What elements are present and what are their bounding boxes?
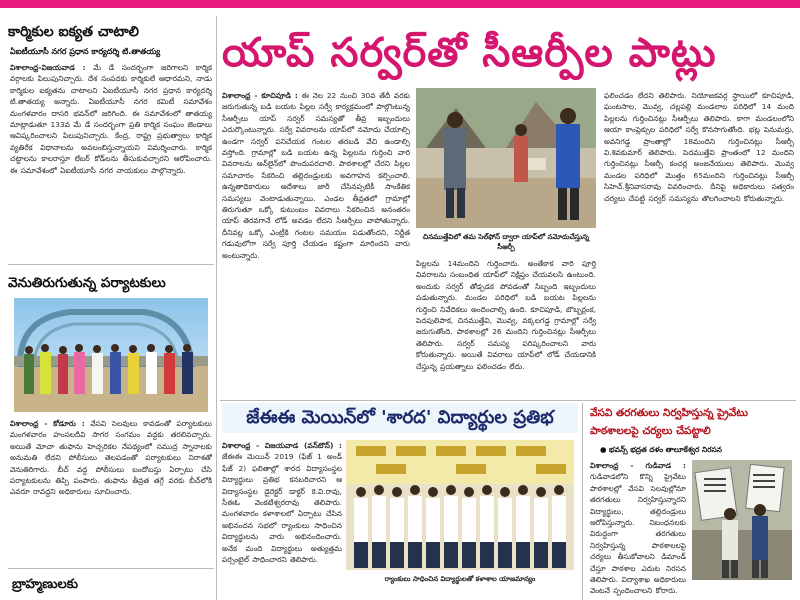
main-story-col3 xyxy=(604,90,794,398)
column-divider xyxy=(216,16,217,600)
students-photo-caption: ర్యాంకులు సాధించిన విద్యార్థులతో కళాశాల యాజమాన్యం xyxy=(384,575,536,583)
students-photo xyxy=(346,440,574,570)
column-divider xyxy=(582,403,583,600)
divider xyxy=(220,400,796,401)
jee-story-body xyxy=(222,440,342,600)
crp-photo-caption: చినముత్తేవిలో తమ సెల్‌ఫోన్ ద్వారా యాప్‌లో నమోదుచేస్తున్న సీఆర్పీ xyxy=(422,233,590,251)
tourists-beach-image xyxy=(14,298,208,412)
left-story2-body xyxy=(10,418,212,566)
main-story-col1-text: ఈ నెల 22 నుంచి 30వ తేదీ వరకు జరుగుతున్న బడి బయట పిల్లల సర్వే కార్యక్రమంలో పాల్గొంటున్న సీఆర్పీలు యాప్ సర్వర్ సమస్యతో తీవ్ర ఇబ్బందులు ఎదుర్కొంటున్నారు. సర్వే వివరాలను యాప్‌లో నమోదు చేయాల్సి ఉండగా సర్వర్ పనిచేయక గంటల తరబడి వేచి ఉండాల్సి వస్తోంది. గ్రామాల్లో బడి బయట ఉన్న పిల్లలను గుర్తించి వారి వివరాలను ఆన్‌లైన్‌లో పొందుపరచాలి. పాఠశాలల్లో చేరని పిల్లల సమాచారం సేకరించి తల్లిదండ్రులకు అవగాహన కల్పించాలి. ఉన్నతాధికారులు ఆదేశాలు జారీ చేసినప్పటికీ సాంకేతిక సమస్యలు వెంటాడుతున్నాయి. ఎండల తీవ్రతలో గ్రామాల్లో తిరుగుతూ ఒక్కో కుటుంబం వివరాలు సేకరించిన అనంతరం యాప్ తెరవగానే లోడ్ అవడం లేదని సీఆర్పీలు వాపోతున్నారు. దీనివల్ల ఒక్కో ఎంట్రీకి గంటల సమయం పడుతోందని, నిర్ణీత గడువులోగా సర్వే పూర్తి చేయడం కష్టంగా మారిందని వారు అంటున్నారు. xyxy=(222,91,410,260)
jee-story-text: జేఈఈ మెయిన్ 2019 (ఫేజ్ 1 అండ్ ఫేజ్ 2) ఫలితాల్లో శారద విద్యాసంస్థల విద్యార్థులు ప్రతిభ కనబరిచారని ఆ విద్యాసంస్థల డైరెక్టర్ డాక్టర్ కె.వి.రావు, సీఈఓ వెంకటేశ్వరరావు తెలిపారు. మంగళవారం కళాశాలలో ఏర్పాటు చేసిన అభినందన సభలో ర్యాంకులు సాధించిన విద్యార్థులను వారు అభినందించారు. అనేక మంది విద్యార్థులు అత్యుత్తమ పర్సంటైల్ సాధించారని తెలిపారు. xyxy=(222,452,342,565)
protest-photo xyxy=(692,460,792,580)
jee-story-dateline: విశాలాంధ్ర - విజయవాడ (వన్‌టౌన్) : xyxy=(222,441,342,450)
main-story-col1 xyxy=(222,90,410,396)
left-story3-headline: బ్రాహ్మణులకు xyxy=(12,577,79,592)
main-story-col3-text: ఫలించడం లేదని తెలిపారు. నియోజకవర్గ స్థాయిలో కూచిపూడి, ఘంటసాల, మొవ్వ, చల్లపల్లి మండలాల పరిధిలో 14 మంది పిల్లలను గుర్తించినట్లు సీఆర్పీలు తెలిపారు. కాగా మండలంలోని ఆయా కాంప్లెక్సుల పరిధిలో సర్వే కొనసాగుతోంది. భట్ల పెనుమర్రు, అవనిగడ్డ ప్రాంతాల్లో 18మందిని గుర్తించినట్లు సీఆర్పీ వి.శివకుమార్ తెలిపారు. పెదముత్తేవి ప్రాంతంలో 12 మందిని గుర్తించినట్లు సీఆర్పీ కంచర్ల అంజనేయులు తెలిపారు. మొవ్వ మండల పరిధిలో మొత్తం 65మందిని గుర్తించినట్లు సీఆర్పీ సిహెచ్.శ్రీనివాసరావు వివరించారు. దీనిపై అధికారులు సత్వరం చర్యలు చేపట్టి సర్వర్ సమస్యను తొలగించాలని కోరుతున్నారు. xyxy=(604,91,794,203)
summer-subhead: ● భవన్స్ భద్రత దళం తాలూకేశ్వర నిరసన xyxy=(600,445,722,454)
tourists-photo xyxy=(14,298,208,412)
summer-story-body xyxy=(590,460,686,600)
main-story-col2-text: పిల్లలను 14మందిని గుర్తించారు. అంతేకాక వారి పూర్తి వివరాలను సంబంధిత యాప్‌లో నిక్షిప్తం చేయవలసి ఉంటుంది. అందుకు సర్వర్ తోడ్పడక పోవడంతో సిబ్బంది ఇబ్బందులు పడుతున్నారు. మండల పరిధిలో బడి బయట పిల్లలను గుర్తించి నివేదికలు అందించాల్సి ఉంది. కూచిపూడి, బొబ్బర్లంక, పెదపులిపాక, చినముత్తేవి, మొవ్వ, వక్కలగడ్డ గ్రామాల్లో సర్వే జరుగుతోంది. పాఠశాలల్లో 26 మందిని గుర్తించినట్లు సీఆర్పీలు తెలిపారు. సర్వర్ సమస్య పరిష్కరించాలని వారు కోరుతున్నారు. అయితే వివరాలు యాప్‌లో లోడ్ చేయడానికి చేస్తున్న ప్రయత్నాలు ఫలించడం లేదు. xyxy=(416,259,596,371)
jee-headline: జేఈఈ మెయిన్‌లో 'శారద' విద్యార్థుల ప్రతిభ xyxy=(222,403,578,433)
left-story2-dateline: విశాలాంధ్ర - కోడూరు : xyxy=(10,419,85,428)
students-group-image xyxy=(346,440,574,570)
crp-photo xyxy=(416,88,596,228)
left-story1-dateline: విశాలాంధ్ర-విజయవాడ : xyxy=(10,63,86,72)
left-story2-headline: వెనుతిరుగుతున్న పర్యాటకులు xyxy=(8,275,166,291)
summer-story-text: గుడివాడలోని కొన్ని ప్రైవేటు పాఠశాలల్లో వేసవి సెలవుల్లోనూ తరగతులు నిర్వహిస్తున్నారని విద్యార్థులు, తల్లిదండ్రులు ఆరోపిస్తున్నారు. నిబంధనలకు విరుద్ధంగా తరగతులు నిర్వహిస్తున్న పాఠశాలలపై చర్యలు తీసుకోవాలని డిమాండ్ చేస్తూ పాఠశాల ఎదుట నిరసన తెలిపారు. విద్యాశాఖ అధికారులు వెంటనే స్పందించాలని కోరారు. xyxy=(590,472,686,596)
top-accent-bar xyxy=(0,0,800,8)
left-story1-headline: కార్మికుల ఐక్యత చాటాలి xyxy=(8,24,139,40)
main-headline: యాప్ సర్వర్‌తో సీఆర్పీల పాట్లు xyxy=(222,30,717,76)
divider xyxy=(8,264,214,265)
left-story1-text: మే డే సందర్భంగా జరిగాలని కార్మిక వర్గాలకు పిలుపునిచ్చారు. దేశ సంపదకు కార్మికులే ఆధారమని, నాడు కార్మికుల ఐక్యతను చాటాలని ఏఐటీయూసీ నగర ప్రధాన కార్యదర్శి టి.తాతయ్య అన్నారు. ఏఐటీయూసీ నగర కమిటీ సమావేశం మంగళవారం దాసరి భవన్‌లో జరిగింది. ఈ సమావేశంలో తాతయ్య మాట్లాడుతూ 133వ మే డే సందర్భంగా ప్రతి కార్మిక సంఘం జెండాలు ఆవిష్కరించాలని పిలుపునిచ్చారు. కేంద్ర, రాష్ట్ర ప్రభుత్వాలు కార్మిక వ్యతిరేక విధానాలను అవలంబిస్తున్నాయని విమర్శించారు. కార్మిక చట్టాలను కాలరాస్తూ లేబర్ కోడ్‌లను తీసుకువచ్చారని ఆరోపించారు. ఈ సమావేశంలో ఏఐటీయూసీ నగర నాయకులు పాల్గొన్నారు. xyxy=(10,63,212,175)
divider xyxy=(8,568,214,569)
left-story1-subhead: ఏఐటీయూసీ నగర ప్రధాన కార్యదర్శి టి.తాతయ్య xyxy=(10,47,161,56)
crp-survey-image xyxy=(416,88,596,228)
left-story1-body xyxy=(10,62,212,262)
summer-story-dateline: విశాలాంధ్ర - గుడివాడ : xyxy=(590,461,686,470)
protest-image xyxy=(692,460,792,580)
left-story2-text: వేసవి సెలవులు కావడంతో పర్యాటకులు మంగళవారం హంసలదీవి సాగర సంగమం వద్దకు తరలివచ్చారు. అయితే మోచా తుఫాను హెచ్చరికల నేపథ్యంలో సముద్ర స్నానాలకు అనుమతి లేదని పోలీసులు తెలపడంతో పర్యాటకులు నిరాశతో వెనుతిరిగారు. బీచ్ వద్ద పోలీసులు బందోబస్తు ఏర్పాటు చేసి పర్యాటకులను తిప్పి పంపారు. తుఫాను తీవ్రత తగ్గే వరకు బీచ్‌లోకి ఎవరూ రావద్దని అధికారులు సూచించారు. xyxy=(10,419,212,497)
summer-headline-line1: వేసవి తరగతులు నిర్వహిస్తున్న ప్రైవేటు xyxy=(590,407,749,419)
main-story-col2 xyxy=(416,258,596,398)
main-story-dateline: విశాలాంధ్ర - కూచిపూడి : xyxy=(222,91,298,100)
summer-headline-line2: పాఠశాలలపై చర్యలు చేపట్టాలి xyxy=(590,425,711,437)
